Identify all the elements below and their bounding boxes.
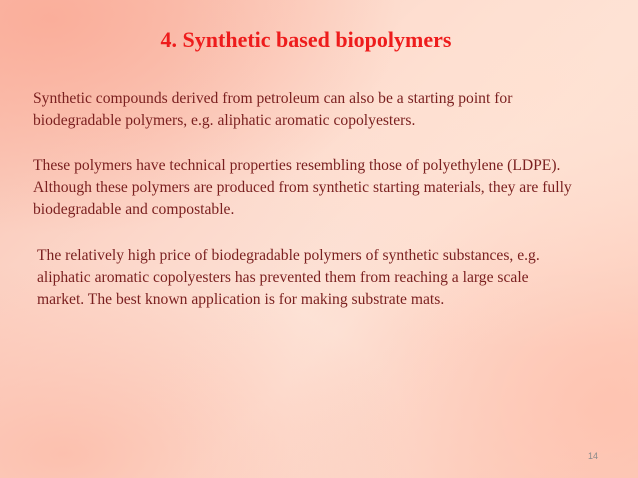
paragraph-technical-properties: These polymers have technical properties resembling those of polyethylene (LDPE). Although these polymers are produced from synthetic starting materials, they are fully biodegradable and compostable. (33, 157, 572, 218)
paragraph-synthetic-compounds: Synthetic compounds derived from petroleum can also be a starting point for biodegradable polymers, e.g. aliphatic aromatic copolyesters. (33, 90, 513, 129)
slide-title: 4. Synthetic based biopolymers (160, 27, 452, 52)
paragraph-price-and-application: The relatively high price of biodegradable polymers of synthetic substances, e.g. aliphatic aromatic copolyesters has prevented them from reaching a large scale market. The best known application is for making substrate mats. (37, 247, 540, 308)
page-number: 14 (587, 451, 598, 461)
